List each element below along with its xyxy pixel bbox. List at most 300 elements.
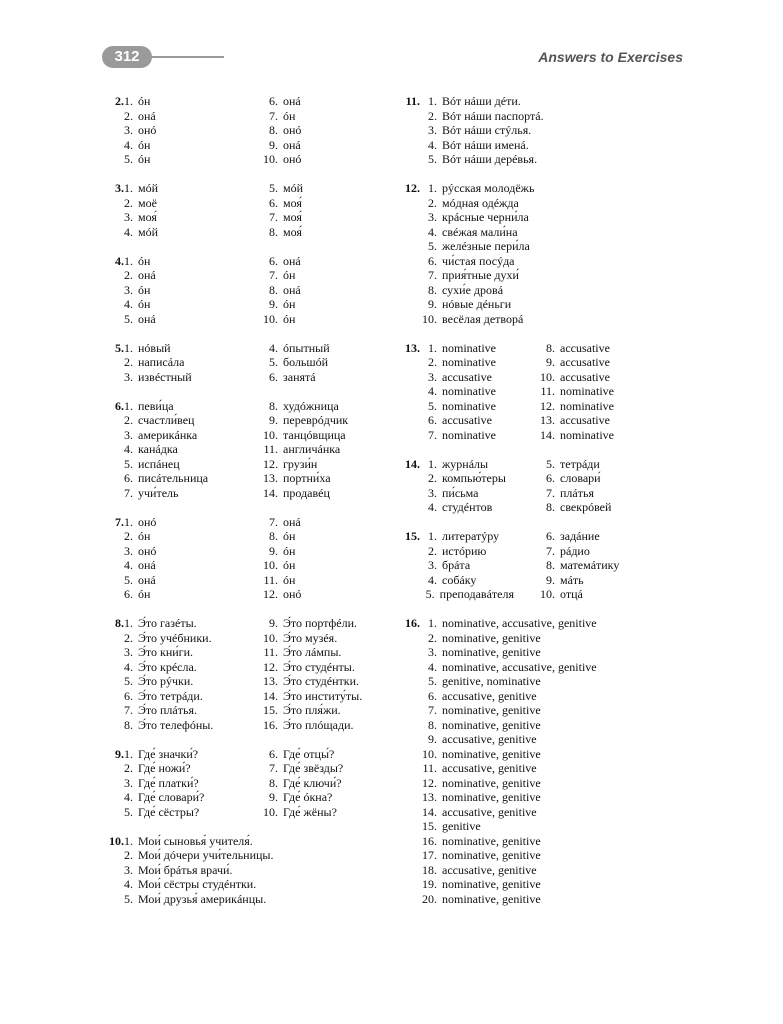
item-number: 8. (546, 500, 555, 514)
answer-item (396, 805, 597, 820)
item-answer: онá (138, 558, 156, 572)
exercise-number: 5. (115, 340, 124, 355)
item-answer: мóй (138, 181, 159, 195)
answer-item (245, 645, 385, 660)
item-number: 2. (124, 413, 133, 427)
answer-item (514, 370, 654, 385)
answer-item (396, 210, 534, 225)
item-answer: англичáнка (283, 442, 341, 456)
item-number: 5. (428, 398, 437, 413)
item-answer: плáтья (560, 485, 594, 500)
exercise-number: 2. (115, 94, 124, 108)
item-answer: Э́то рýчки. (138, 674, 194, 688)
answer-item (100, 544, 245, 559)
item-answer: accusative, genitive (442, 862, 537, 877)
item-answer: онá (138, 572, 156, 587)
item-answer: нóвые дéньги (442, 297, 512, 311)
answer-item (396, 747, 597, 762)
answer-item (514, 399, 654, 414)
item-answer: мóдная одéжда (442, 195, 519, 210)
item-number: 7. (269, 514, 278, 529)
answer-item (514, 558, 654, 573)
item-answer: nominative, genitive (442, 848, 541, 862)
item-number: 7. (124, 485, 133, 500)
item-answer: óн (138, 529, 151, 543)
item-number: 12. (540, 398, 555, 413)
item-number: 1. (124, 94, 133, 108)
answer-item (514, 486, 654, 501)
item-answer: accusative (560, 369, 610, 384)
item-answer: онá (138, 108, 156, 123)
item-answer: nominative (442, 427, 496, 442)
item-answer: извéстный (138, 369, 192, 384)
item-number: 4. (124, 442, 133, 456)
item-answer: nominative (560, 384, 614, 398)
item-answer: nominative, genitive (442, 630, 541, 645)
answer-item (514, 413, 654, 428)
answer-item (396, 703, 597, 718)
item-number: 10. (263, 804, 278, 819)
exercise-10 (100, 834, 390, 907)
item-number: 6. (546, 471, 555, 485)
item-answer: nominative (442, 340, 496, 355)
item-answer: Где́ óкна? (283, 790, 333, 804)
answer-item (100, 109, 245, 124)
item-answer: nominative, genitive (442, 891, 541, 906)
item-answer: мóй (283, 181, 304, 195)
item-answer: óн (283, 558, 296, 572)
answer-item (396, 268, 534, 283)
item-answer: брáта (442, 558, 471, 572)
item-answer: Где́ словари́? (138, 790, 205, 804)
answer-item (100, 210, 245, 225)
item-answer: онá (283, 514, 301, 529)
item-answer: моя́ (283, 195, 302, 210)
item-number: 2. (124, 355, 133, 369)
item-number: 5. (428, 152, 437, 166)
item-number: 5. (425, 587, 435, 601)
answer-item (100, 631, 245, 646)
answer-item (396, 573, 514, 588)
item-answer: nominative, genitive (442, 790, 541, 804)
exercise-15 (396, 529, 686, 602)
item-answer: óн (138, 297, 151, 311)
item-answer: большóй (283, 355, 329, 369)
item-number: 2. (428, 108, 437, 123)
item-number: 5. (124, 311, 133, 326)
item-number: 5. (124, 572, 133, 587)
answer-item (396, 123, 544, 138)
item-answer: журнáлы (442, 456, 489, 471)
item-answer: Где́ сёстры? (138, 804, 200, 819)
item-answer: задáние (560, 529, 600, 543)
answer-item (100, 355, 245, 370)
item-number: 3. (124, 862, 133, 877)
item-number: 7. (269, 210, 278, 224)
item-answer: accusative (560, 340, 610, 355)
item-answer: nominative, genitive (442, 703, 541, 717)
item-number: 9. (269, 137, 278, 152)
item-answer: Э́то пля́жи. (283, 703, 341, 717)
item-number: 5. (428, 674, 437, 688)
exercise-16 (396, 616, 686, 906)
item-answer: Вóт нáши стýлья. (442, 123, 532, 137)
answer-item (396, 848, 597, 863)
answer-item (245, 312, 385, 327)
answer-item (396, 138, 544, 153)
answer-item (100, 790, 245, 805)
item-number: 1. (124, 398, 133, 413)
item-answer: accusative, genitive (442, 732, 537, 746)
item-number: 11. (263, 442, 278, 456)
item-number: 4. (124, 558, 133, 572)
item-number: 1. (428, 456, 437, 471)
item-answer: genitive, nominative (442, 674, 541, 688)
item-answer: Э́то лáмпы. (283, 645, 342, 659)
item-number: 5. (269, 355, 278, 369)
item-number: 4. (428, 500, 437, 514)
answer-item (514, 457, 654, 472)
item-number: 1. (428, 94, 437, 108)
answer-item (245, 94, 385, 109)
answer-item (396, 312, 534, 327)
page-number-badge (102, 46, 152, 68)
item-number: 3. (124, 645, 133, 659)
answer-item (100, 529, 245, 544)
answer-item (100, 805, 245, 820)
item-answer: компью́теры (442, 471, 506, 485)
item-answer: nominative, accusative, genitive (442, 659, 597, 674)
exercise-7 (100, 515, 390, 602)
left-column (100, 94, 390, 921)
item-number: 14. (422, 804, 437, 819)
item-number: 8. (269, 529, 278, 543)
item-answer: Э́то телефóны. (138, 717, 214, 732)
answer-item (245, 181, 385, 196)
answer-item (100, 442, 245, 457)
answer-item (100, 689, 245, 704)
answer-item (100, 848, 274, 863)
running-head: Answers to Exercises (538, 49, 683, 65)
item-answer: чи́стая посýда (442, 253, 515, 268)
item-number: 15. (263, 703, 278, 717)
item-number: 10. (263, 558, 278, 572)
answer-item (245, 471, 385, 486)
answer-item (245, 776, 385, 791)
item-answer: онá (138, 311, 156, 326)
item-answer: Мои́ дóчери учи́тельницы. (138, 848, 274, 862)
answer-item (396, 297, 534, 312)
item-answer: продавéц (283, 485, 330, 500)
answer-item (100, 718, 245, 733)
item-answer: испáнец (138, 456, 180, 471)
item-answer: Вóт нáши дéти. (442, 94, 521, 108)
answer-item (514, 471, 654, 486)
item-number: 14. (263, 485, 278, 500)
item-number: 8. (269, 224, 278, 239)
answer-item (100, 283, 245, 298)
item-answer: óн (138, 253, 151, 268)
answer-item (514, 384, 654, 399)
answer-item (396, 428, 514, 443)
answer-item (245, 631, 385, 646)
item-answer: Где́ звёзды? (283, 761, 344, 775)
item-number: 10. (422, 311, 437, 326)
exercise-number: 15. (405, 529, 420, 543)
item-answer: Э́то кни́ги. (138, 645, 194, 659)
answer-item (245, 674, 385, 689)
item-answer: рýсская молодёжь (442, 181, 535, 195)
item-answer: онá (283, 282, 301, 297)
answer-item (396, 863, 597, 878)
item-answer: занятá (283, 369, 316, 384)
answer-item (245, 138, 385, 153)
item-number: 5. (124, 674, 133, 688)
item-number: 1. (428, 616, 437, 630)
item-answer: Мои́ друзья́ америкáнцы. (138, 891, 267, 906)
answer-item (100, 413, 245, 428)
answer-item (245, 442, 385, 457)
right-column (396, 94, 686, 921)
item-number: 2. (428, 543, 437, 558)
answer-item (245, 515, 385, 530)
exercise-number: 4. (115, 253, 124, 268)
answer-item (396, 631, 597, 646)
item-number: 8. (124, 717, 133, 732)
answer-item (514, 341, 654, 356)
answer-item (100, 645, 245, 660)
item-number: 15. (422, 819, 437, 833)
answer-item (396, 834, 597, 849)
answer-item (245, 529, 385, 544)
item-answer: худóжница (283, 398, 339, 413)
item-answer: nominative, genitive (442, 775, 541, 790)
exercise-number: 8. (115, 616, 124, 630)
item-number: 3. (124, 123, 133, 137)
exercise-14 (396, 457, 686, 515)
answer-item (100, 196, 245, 211)
item-answer: онó (283, 123, 302, 137)
exercise-number: 3. (115, 181, 124, 195)
exercise-11 (396, 94, 686, 167)
exercise-13 (396, 341, 686, 443)
item-number: 8. (269, 123, 278, 137)
exercise-number: 16. (405, 616, 420, 630)
item-number: 2. (124, 529, 133, 543)
item-answer: весёлая детворá (442, 311, 524, 326)
item-answer: genitive (442, 819, 481, 833)
item-number: 13. (540, 413, 555, 427)
item-number: 5. (124, 152, 133, 166)
item-number: 2. (428, 195, 437, 210)
answer-item (396, 718, 597, 733)
item-number: 1. (124, 616, 133, 630)
item-number: 11. (422, 761, 437, 775)
item-number: 2. (428, 471, 437, 485)
answer-item (396, 486, 514, 501)
exercise-3 (100, 181, 390, 239)
exercise-number: 11. (405, 94, 420, 108)
item-answer: словари́ (560, 471, 601, 485)
item-number: 9. (546, 355, 555, 369)
answer-item (100, 123, 245, 138)
item-answer: óн (138, 137, 151, 152)
item-number: 20. (422, 891, 437, 906)
answer-item (245, 196, 385, 211)
item-number: 4. (428, 384, 437, 398)
item-number: 4. (124, 224, 133, 239)
item-number: 7. (269, 268, 278, 282)
item-number: 10. (263, 311, 278, 326)
answer-item (245, 413, 385, 428)
answer-item (396, 558, 514, 573)
item-number: 8. (269, 775, 278, 790)
answer-item (100, 660, 245, 675)
answer-item (396, 892, 597, 907)
answer-item (396, 500, 514, 515)
item-number: 3. (124, 775, 133, 790)
item-number: 13. (263, 471, 278, 485)
answer-item (396, 877, 597, 892)
answer-item (100, 312, 245, 327)
item-answer: прия́тные духи́ (442, 268, 519, 282)
item-answer: óн (283, 543, 296, 558)
item-number: 9. (269, 297, 278, 311)
item-answer: счастли́вец (138, 413, 195, 427)
item-answer: Э́то студéнтки. (283, 674, 360, 688)
item-number: 8. (546, 558, 555, 572)
item-number: 5. (124, 804, 133, 819)
answer-item (396, 384, 514, 399)
answer-item (396, 370, 514, 385)
item-answer: nominative, genitive (442, 645, 541, 659)
item-number: 6. (428, 253, 437, 268)
item-number: 1. (124, 181, 133, 195)
item-answer: Вóт нáши паспортá. (442, 108, 544, 123)
item-number: 10. (422, 746, 437, 761)
answer-item (100, 776, 245, 791)
item-answer: nominative (560, 427, 614, 442)
answer-item (396, 689, 597, 704)
item-number: 12. (263, 456, 278, 471)
item-answer: accusative (560, 355, 610, 369)
item-number: 2. (124, 195, 133, 210)
item-number: 6. (269, 253, 278, 268)
answer-item (245, 123, 385, 138)
item-number: 9. (428, 732, 437, 746)
answer-item (245, 109, 385, 124)
answer-item (100, 225, 245, 240)
item-number: 11. (540, 384, 555, 398)
answer-item (100, 370, 245, 385)
item-answer: óн (283, 268, 296, 282)
item-number: 4. (428, 572, 437, 587)
item-number: 16. (263, 717, 278, 732)
item-number: 1. (124, 514, 133, 529)
item-number: 14. (540, 427, 555, 442)
item-answer: Э́то музéя. (283, 630, 338, 645)
answer-item (100, 138, 245, 153)
answer-item (245, 355, 385, 370)
item-number: 7. (428, 703, 437, 717)
item-number: 5. (124, 891, 133, 906)
item-number: 6. (428, 688, 437, 703)
item-number: 18. (422, 862, 437, 877)
answer-item (396, 732, 597, 747)
item-answer: accusative (442, 413, 492, 427)
item-number: 12. (422, 775, 437, 790)
item-number: 8. (269, 398, 278, 413)
item-answer: Где́ ножи́? (138, 761, 191, 775)
answer-item (245, 616, 385, 631)
item-number: 12. (263, 587, 278, 601)
answer-item (396, 109, 544, 124)
item-answer: танцóвщица (283, 427, 346, 442)
answer-item (245, 761, 385, 776)
item-answer: nominative, genitive (442, 877, 541, 891)
answer-item (245, 457, 385, 472)
item-answer: Э́то учéбники. (138, 630, 212, 645)
answer-item (396, 152, 544, 167)
item-number: 3. (428, 123, 437, 137)
item-number: 7. (124, 703, 133, 717)
answer-item (245, 747, 385, 762)
answer-item (245, 254, 385, 269)
item-number: 5. (269, 181, 278, 195)
answer-item (396, 283, 534, 298)
item-number: 7. (269, 761, 278, 775)
answer-item (245, 225, 385, 240)
item-number: 7. (546, 543, 555, 558)
answer-item (396, 544, 514, 559)
item-answer: Где́ значки́? (138, 746, 199, 761)
item-number: 3. (124, 427, 133, 442)
item-number: 8. (428, 717, 437, 732)
answer-item (514, 500, 654, 515)
item-answer: онá (283, 94, 301, 108)
item-answer: óн (138, 152, 151, 166)
item-answer: Где́ ключи́? (283, 775, 342, 790)
item-number: 7. (269, 108, 278, 123)
item-answer: писáтельница (138, 471, 209, 485)
item-number: 6. (428, 413, 437, 427)
answer-item (100, 877, 274, 892)
item-number: 6. (546, 529, 555, 543)
item-answer: Э́то газéты. (138, 616, 197, 630)
item-answer: Э́то тетрáди. (138, 688, 203, 703)
answer-item (245, 283, 385, 298)
item-number: 14. (263, 688, 278, 703)
item-answer: собáку (442, 572, 477, 587)
answer-item (245, 370, 385, 385)
item-number: 4. (428, 137, 437, 152)
item-answer: канáдка (138, 442, 178, 456)
item-answer: nominative, genitive (442, 833, 541, 848)
item-answer: желéзные пери́ла (442, 239, 530, 253)
item-number: 7. (428, 268, 437, 282)
answer-item (245, 268, 385, 283)
item-answer: крáсные черни́ла (442, 210, 529, 224)
item-number: 13. (422, 790, 437, 804)
exercise-8 (100, 616, 390, 732)
item-answer: óн (138, 94, 151, 108)
item-answer: студéнтов (442, 500, 493, 514)
item-number: 10. (263, 630, 278, 645)
item-answer: рáдио (560, 543, 590, 558)
item-answer: nominative (442, 355, 496, 369)
item-number: 4. (269, 340, 278, 355)
answer-item (245, 790, 385, 805)
